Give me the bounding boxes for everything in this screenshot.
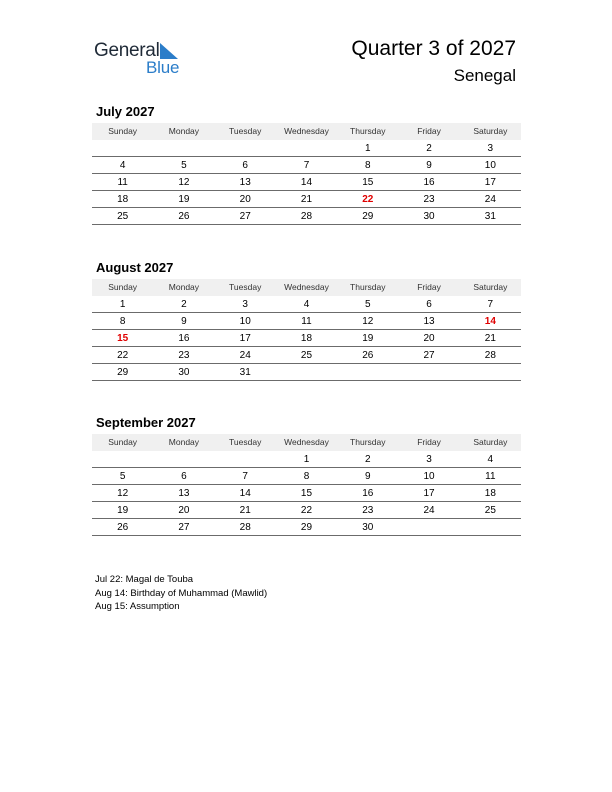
day-cell: 16 [362, 488, 374, 499]
day-cell: 4 [119, 160, 126, 171]
day-cell: 23 [423, 194, 435, 205]
day-cell: 21 [300, 194, 313, 205]
day-cell: 15 [300, 488, 313, 499]
weekday-label: Sunday [108, 282, 138, 292]
day-cell: 29 [300, 522, 313, 533]
day-cell: 15 [362, 177, 374, 188]
month-july [92, 103, 521, 225]
weekday-label: Wednesday [284, 126, 329, 136]
weekday-label: Tuesday [229, 282, 262, 292]
empty-day-cell [276, 364, 337, 380]
weekday-label: Saturday [473, 282, 508, 292]
day-cell: 23 [362, 505, 374, 516]
empty-day-cell [92, 140, 153, 156]
empty-day-cell [153, 140, 214, 156]
day-cell: 30 [362, 522, 374, 533]
weekday-label: Friday [417, 437, 441, 447]
weekday-label: Saturday [473, 437, 508, 447]
week-row [92, 191, 521, 208]
day-cell: 24 [484, 194, 496, 205]
week-row [92, 296, 521, 313]
day-cell: 21 [484, 333, 496, 344]
day-cell: 8 [119, 316, 126, 327]
day-cell: 19 [362, 333, 374, 344]
week-row [92, 451, 521, 468]
week-row [92, 502, 521, 519]
day-cell: 27 [239, 211, 251, 222]
day-cell: 1 [303, 454, 310, 465]
day-cell: 17 [239, 333, 251, 344]
day-cell: 24 [239, 350, 251, 361]
page-title: Quarter 3 of 2027 [351, 37, 516, 60]
day-cell: 26 [117, 522, 129, 533]
day-cell: 28 [300, 211, 313, 222]
month-title: August 2027 [96, 260, 174, 275]
weekday-label: Saturday [473, 126, 508, 136]
empty-day-cell [153, 451, 214, 467]
holiday-note: Aug 14: Birthday of Muhammad (Mawlid) [95, 587, 268, 599]
month-title: July 2027 [96, 104, 155, 119]
day-cell: 19 [178, 194, 190, 205]
holiday-note: Jul 22: Magal de Touba [95, 574, 194, 585]
day-cell: 9 [364, 471, 371, 482]
empty-day-cell [215, 140, 276, 156]
day-cell: 22 [362, 194, 374, 205]
weekday-label: Friday [417, 126, 441, 136]
day-cell: 28 [239, 522, 251, 533]
day-cell: 1 [364, 143, 371, 154]
day-cell: 18 [300, 333, 313, 344]
day-cell: 1 [119, 299, 126, 310]
day-cell: 3 [426, 454, 432, 465]
day-cell: 15 [117, 333, 129, 344]
day-cell: 13 [178, 488, 190, 499]
day-cell: 31 [239, 367, 251, 378]
day-cell: 8 [303, 471, 310, 482]
day-cell: 13 [239, 177, 251, 188]
week-row [92, 140, 521, 157]
logo-general-text: General [94, 40, 160, 61]
day-cell: 29 [362, 211, 374, 222]
weekday-label: Sunday [108, 437, 138, 447]
day-cell: 18 [484, 488, 496, 499]
day-cell: 16 [178, 333, 190, 344]
day-cell: 24 [423, 505, 435, 516]
day-cell: 28 [484, 350, 496, 361]
day-cell: 29 [117, 367, 129, 378]
empty-day-cell [337, 364, 398, 380]
logo-triangle-icon [160, 43, 178, 59]
day-cell: 26 [362, 350, 374, 361]
day-cell: 5 [181, 160, 187, 171]
empty-day-cell [398, 519, 459, 535]
generalblue-logo [94, 40, 194, 80]
weekday-label: Thursday [350, 437, 386, 447]
day-cell: 11 [117, 177, 128, 188]
weekday-label: Friday [417, 282, 441, 292]
weekday-header [92, 279, 521, 296]
week-row [92, 208, 521, 225]
day-cell: 26 [178, 211, 190, 222]
day-cell: 30 [423, 211, 435, 222]
day-cell: 2 [181, 299, 187, 310]
day-cell: 7 [303, 160, 310, 171]
day-cell: 11 [485, 471, 496, 482]
day-cell: 6 [181, 471, 187, 482]
day-cell: 14 [239, 488, 251, 499]
empty-day-cell [215, 451, 276, 467]
day-cell: 14 [300, 177, 313, 188]
day-cell: 20 [239, 194, 251, 205]
day-cell: 12 [362, 316, 374, 327]
day-cell: 27 [423, 350, 435, 361]
weekday-label: Monday [168, 126, 200, 136]
empty-day-cell [276, 140, 337, 156]
month-september [92, 414, 521, 536]
day-cell: 17 [423, 488, 435, 499]
day-cell: 10 [484, 160, 496, 171]
day-cell: 5 [119, 471, 126, 482]
week-row [92, 347, 521, 364]
day-cell: 9 [181, 316, 187, 327]
day-cell: 3 [242, 299, 248, 310]
holiday-note: Aug 15: Assumption [95, 601, 180, 612]
day-cell: 4 [487, 454, 494, 465]
week-row [92, 485, 521, 502]
day-cell: 17 [484, 177, 496, 188]
week-row [92, 364, 521, 381]
weekday-label: Thursday [350, 282, 386, 292]
logo-blue-text: Blue [146, 58, 180, 77]
day-cell: 4 [303, 299, 310, 310]
holiday-notes [95, 573, 267, 614]
day-cell: 7 [242, 471, 248, 482]
week-row [92, 157, 521, 174]
country-name: Senegal [453, 66, 516, 85]
week-row [92, 330, 521, 347]
empty-day-cell [460, 519, 521, 535]
day-cell: 18 [117, 194, 129, 205]
day-cell: 25 [300, 350, 313, 361]
day-cell: 30 [178, 367, 190, 378]
day-cell: 7 [487, 299, 494, 310]
day-cell: 8 [364, 160, 371, 171]
empty-day-cell [398, 364, 459, 380]
day-cell: 12 [178, 177, 190, 188]
weekday-label: Monday [168, 437, 200, 447]
weekday-label: Monday [168, 282, 200, 292]
weekday-label: Wednesday [284, 282, 329, 292]
empty-day-cell [460, 364, 521, 380]
day-cell: 11 [301, 316, 312, 327]
day-cell: 6 [242, 160, 248, 171]
empty-day-cell [92, 451, 153, 467]
weekday-label: Tuesday [229, 437, 262, 447]
day-cell: 9 [426, 160, 432, 171]
day-cell: 25 [484, 505, 496, 516]
day-cell: 23 [178, 350, 190, 361]
month-august [92, 259, 521, 381]
week-row [92, 174, 521, 191]
day-cell: 3 [487, 143, 494, 154]
day-cell: 21 [239, 505, 251, 516]
day-cell: 13 [423, 316, 435, 327]
day-cell: 2 [364, 454, 371, 465]
day-cell: 25 [117, 211, 129, 222]
day-cell: 22 [117, 350, 129, 361]
day-cell: 5 [364, 299, 371, 310]
day-cell: 14 [484, 316, 496, 327]
day-cell: 19 [117, 505, 129, 516]
weekday-label: Wednesday [284, 437, 329, 447]
day-cell: 12 [117, 488, 129, 499]
weekday-header [92, 434, 521, 451]
day-cell: 22 [300, 505, 313, 516]
day-cell: 16 [423, 177, 435, 188]
day-cell: 31 [484, 211, 496, 222]
day-cell: 20 [178, 505, 190, 516]
weekday-header [92, 123, 521, 140]
week-row [92, 519, 521, 536]
weekday-label: Sunday [108, 126, 138, 136]
day-cell: 10 [423, 471, 435, 482]
day-cell: 20 [423, 333, 435, 344]
week-row [92, 468, 521, 485]
day-cell: 2 [426, 143, 432, 154]
weekday-label: Tuesday [229, 126, 262, 136]
week-row [92, 313, 521, 330]
day-cell: 6 [426, 299, 432, 310]
weekday-label: Thursday [350, 126, 386, 136]
month-title: September 2027 [96, 415, 196, 430]
day-cell: 10 [239, 316, 251, 327]
day-cell: 27 [178, 522, 190, 533]
